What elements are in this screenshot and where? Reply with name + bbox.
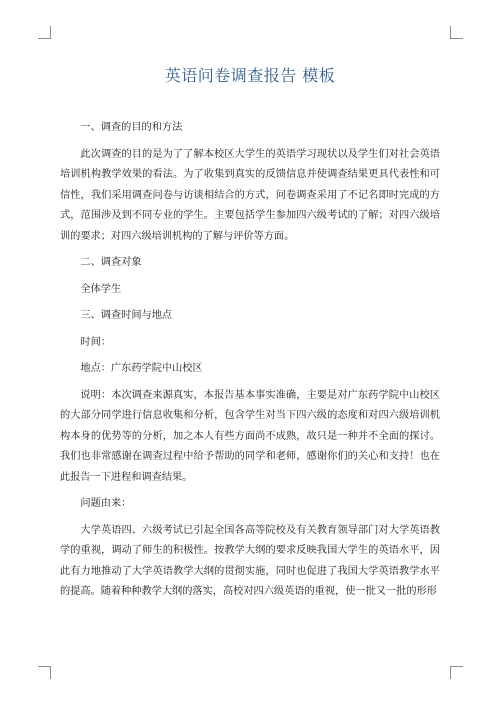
section-heading-subjects: 二、调查对象	[80, 257, 142, 268]
paragraph-background: 大学英语四、六级考试已引起全国各高等院校及有关教育领导部门对大学英语教学的重视，调动了师生的积极性。按教学大纲的要求反映我国大学生的英语水平，因此有力地推动了大学英语教学大纲的贯彻实施，同时也促进了我国大学英语教学水平的提高。随着种种教学大纲的落实，高校对四六级英语的重视，使一批又一批的形形	[60, 524, 440, 597]
paragraph-origin-label: 问题由来：	[80, 498, 132, 509]
section-heading-time-place: 三、调查时间与地点	[80, 310, 173, 321]
crop-mark-bottom-right	[450, 666, 463, 679]
document-title: 英语问卷调查报告 模板	[164, 66, 336, 85]
document-body	[60, 64, 440, 609]
paragraph-note: 说明：本次调查来源真实，本报告基本事实准确，主要是对广东药学院中山校区的大部分同学进行信息收集和分析，包含学生对当下四六级的态度和对四六级培训机构本身的优势等的分析，加之本人有些方面尚不成熟，故只是一种并不全面的探讨。我们也非常感谢在调查过程中给予帮助的同学和老师，感谢你们的关心和支持！也在此报告一下进程和调查结果。	[60, 389, 440, 483]
paragraph-purpose-method: 此次调查的目的是为了了解本校区大学生的英语学习现状以及学生们对社会英语培训机构教学效果的看法。为了收集到真实的反馈信息并使调查结果更具代表性和可信性，我们采用调查问卷与访谈相结合的方式，问卷调查采用了不记名即时完成的方式，范围涉及到不同专业的学生。主要包括学生参加四六级考试的了解；对四六级培训的要求；对四六级培训机构的了解与评价等方面。	[60, 148, 440, 242]
paragraph-time: 时间：	[80, 336, 111, 348]
crop-mark-top-right	[450, 26, 463, 39]
paragraph-place: 地点：广东药学院中山校区	[80, 363, 203, 374]
paragraph-subjects: 全体学生	[80, 283, 122, 295]
crop-mark-bottom-left	[38, 666, 51, 679]
section-heading-purpose: 一、调查的目的和方法	[80, 122, 183, 133]
crop-mark-top-left	[38, 26, 51, 39]
